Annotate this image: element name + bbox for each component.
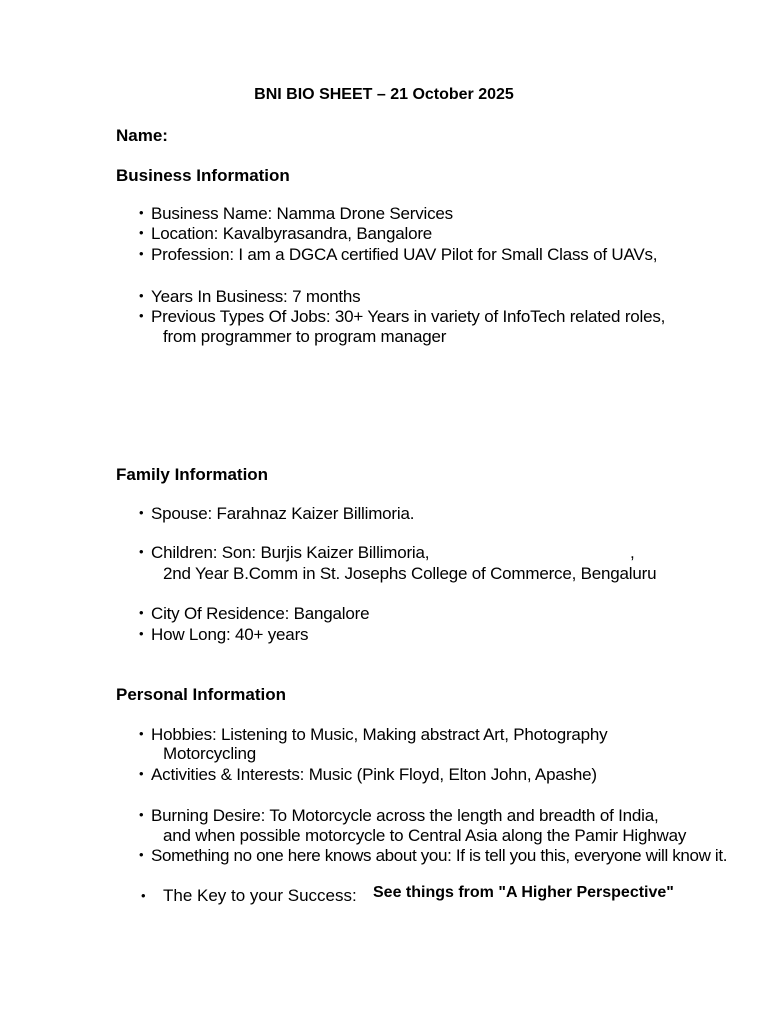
bullet-icon: • <box>139 505 144 520</box>
bullet-icon: • <box>139 225 144 240</box>
list-item-years-in-business <box>139 287 361 307</box>
hobbies-continuation: Motorcycling <box>163 744 257 763</box>
children-text: Children: Son: Burjis Kaizer Billimoria, <box>151 543 430 562</box>
children-continuation: 2nd Year B.Comm in St. Josephs College of Commerce, Bengaluru <box>163 564 657 583</box>
burning-desire-text: Burning Desire: To Motorcycle across the length and breadth of India, <box>151 806 659 825</box>
list-item-spouse <box>139 504 415 524</box>
name-label: Name: <box>116 126 168 145</box>
list-item-children <box>139 543 430 563</box>
list-item-burning-desire <box>139 806 659 826</box>
how-long-text: How Long: 40+ years <box>151 625 309 644</box>
key-to-success-label: The Key to your Success: <box>163 886 357 905</box>
bullet-icon: • <box>139 308 144 323</box>
something-text: Something no one here knows about you: If is tell you this, everyone will know it. <box>151 846 728 865</box>
list-item-profession <box>139 245 658 265</box>
list-item-business-name <box>139 204 453 224</box>
bullet-icon: • <box>139 626 144 641</box>
burning-desire-continuation: and when possible motorcycle to Central Asia along the Pamir Highway <box>163 826 687 845</box>
years-in-business-text: Years In Business: 7 months <box>151 287 361 306</box>
business-name-text: Business Name: Namma Drone Services <box>151 204 453 223</box>
city-text: City Of Residence: Bangalore <box>151 604 370 623</box>
profession-text: Profession: I am a DGCA certified UAV Pilot for Small Class of UAVs, <box>151 245 658 264</box>
previous-jobs-continuation: from programmer to program manager <box>163 327 447 346</box>
list-item-city <box>139 604 370 624</box>
list-item-something <box>139 846 728 866</box>
bullet-icon: • <box>139 766 144 781</box>
bullet-icon: • <box>141 888 146 903</box>
bullet-icon: • <box>139 544 144 559</box>
hobbies-text: Hobbies: Listening to Music, Making abstract Art, Photography <box>151 725 608 744</box>
activities-text: Activities & Interests: Music (Pink Floyd, Elton John, Apashe) <box>151 765 597 784</box>
business-information-heading: Business Information <box>116 166 290 185</box>
list-item-hobbies <box>139 725 608 745</box>
children-trailing-comma: , <box>630 543 635 562</box>
location-text: Location: Kavalbyrasandra, Bangalore <box>151 224 433 243</box>
bullet-icon: • <box>139 246 144 261</box>
bullet-icon: • <box>139 726 144 741</box>
family-information-heading: Family Information <box>116 465 269 484</box>
bullet-icon: • <box>139 288 144 303</box>
list-item-location <box>139 224 433 244</box>
list-item-previous-jobs <box>139 307 666 327</box>
spouse-text: Spouse: Farahnaz Kaizer Billimoria. <box>151 504 415 523</box>
list-item-how-long <box>139 625 309 645</box>
bullet-icon: • <box>139 205 144 220</box>
bullet-icon: • <box>139 847 144 862</box>
page-title: BNI BIO SHEET – 21 October 2025 <box>254 86 514 103</box>
key-to-success-value: See things from "A Higher Perspective" <box>373 884 674 901</box>
previous-jobs-text: Previous Types Of Jobs: 30+ Years in variety of InfoTech related roles, <box>151 307 666 326</box>
bullet-icon: • <box>139 807 144 822</box>
list-item-activities <box>139 765 597 785</box>
personal-information-heading: Personal Information <box>116 685 287 704</box>
bullet-icon: • <box>139 605 144 620</box>
